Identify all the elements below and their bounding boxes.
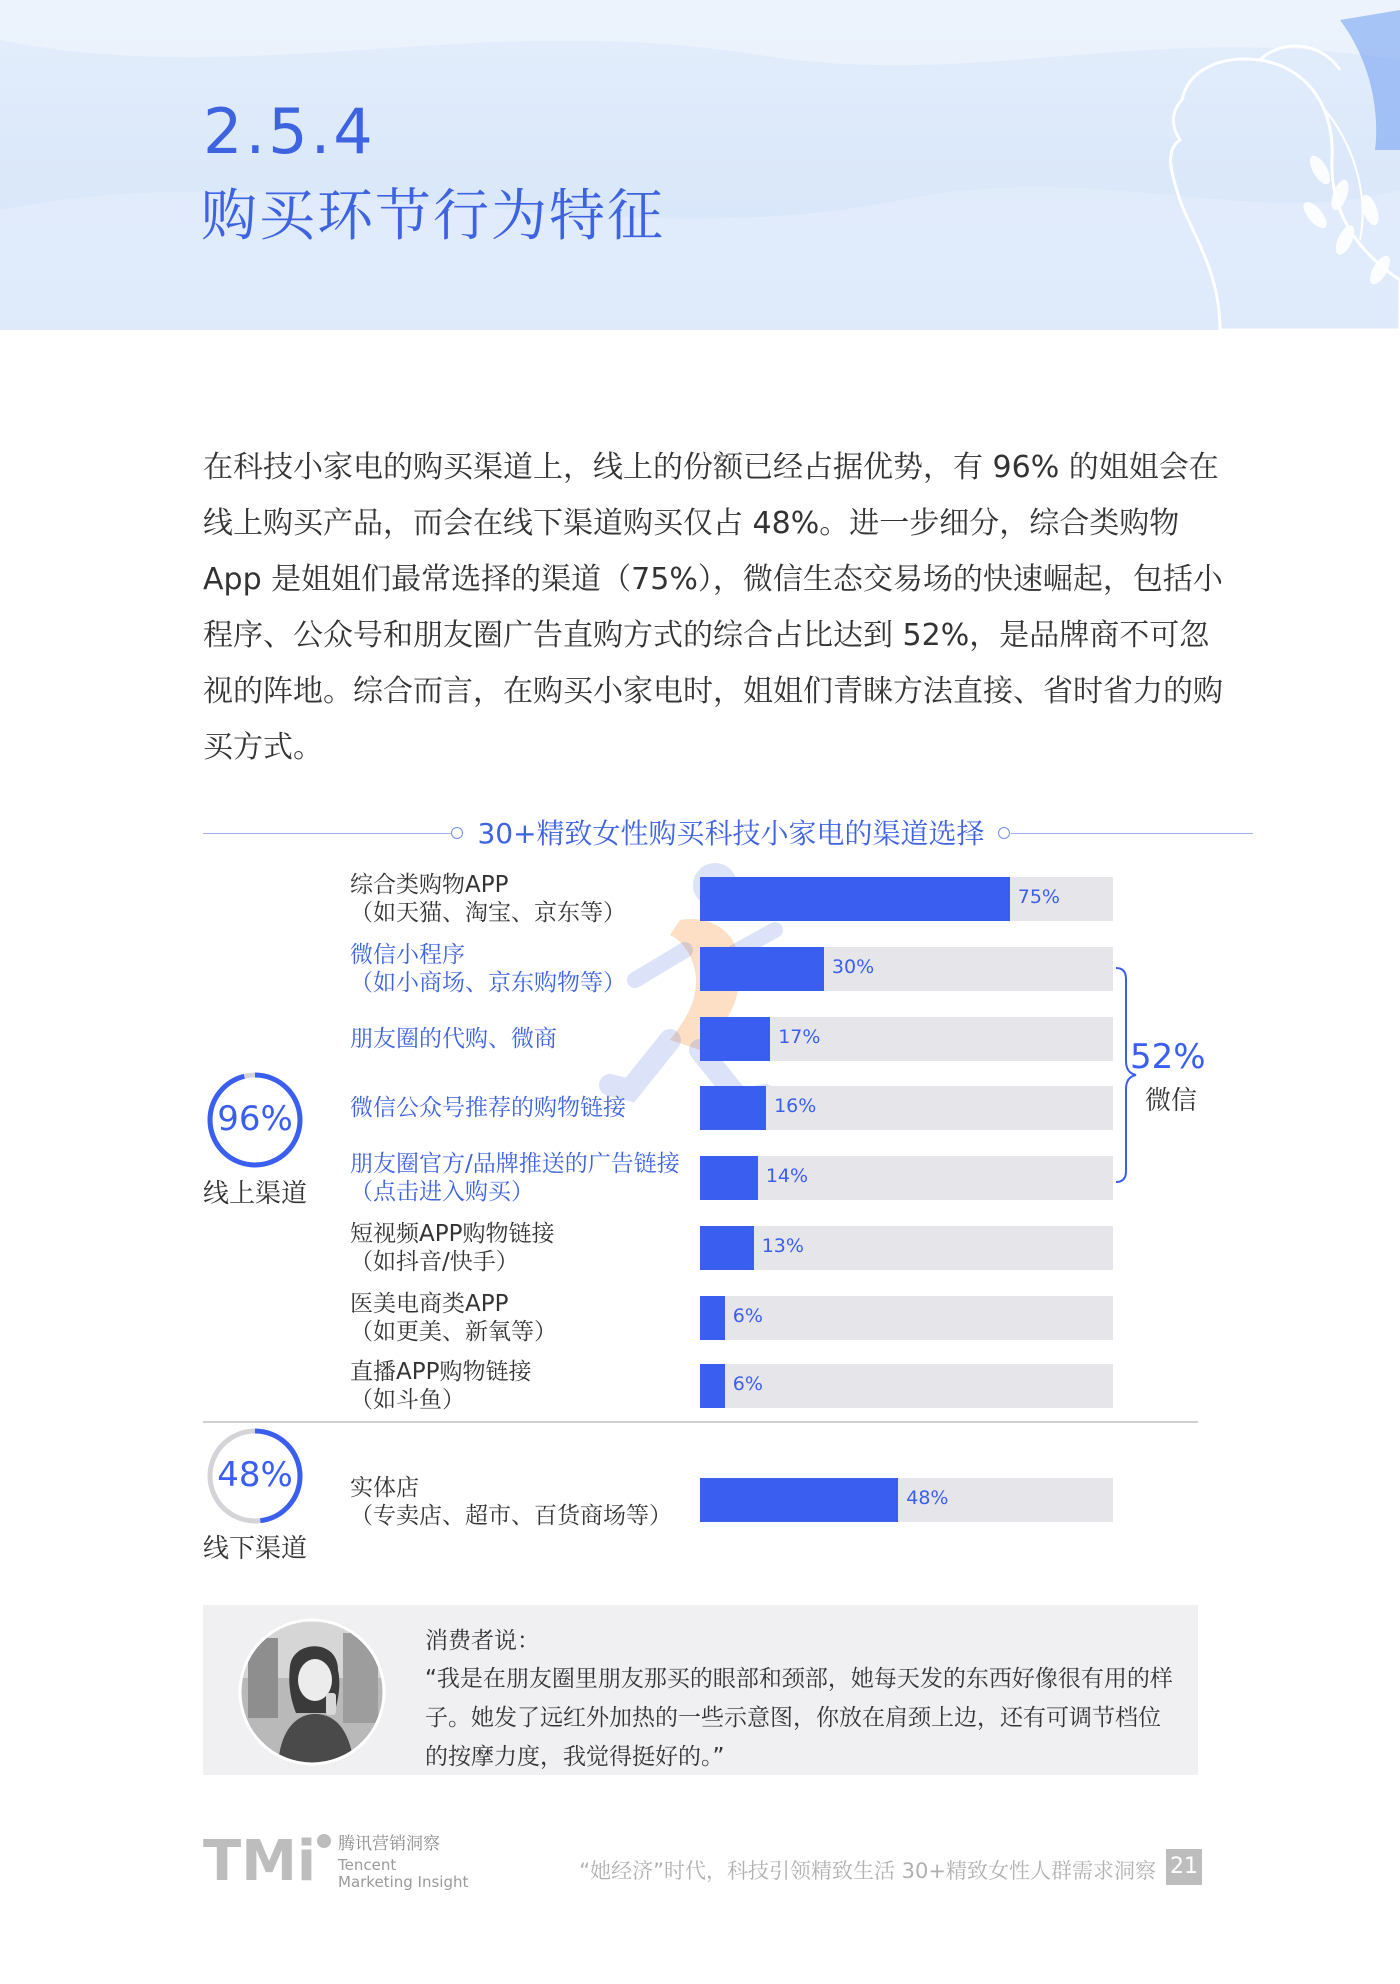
row-label bbox=[350, 1358, 531, 1414]
header-banner bbox=[0, 0, 1400, 330]
bar-fill bbox=[700, 1086, 766, 1130]
bar-track bbox=[700, 1478, 1113, 1522]
footer-brand-en-1: Tencent bbox=[338, 1856, 397, 1874]
footer-brand-en-2: Marketing Insight bbox=[338, 1873, 469, 1891]
row-label bbox=[350, 1220, 554, 1276]
tmi-logo-text: TMi bbox=[203, 1829, 317, 1888]
bar-fill bbox=[700, 947, 824, 991]
bar-track bbox=[700, 1086, 1113, 1130]
avatar bbox=[238, 1618, 386, 1766]
bar-fill bbox=[700, 877, 1010, 921]
bar-value-label: 6% bbox=[732, 1305, 763, 1327]
intro-paragraph: 在科技小家电的购买渠道上，线上的份额已经占据优势，有 96% 的姐姐会在线上购买产品，而会在线下渠道购买仅占 48%。进一步细分，综合类购物 App 是姐姐们最常选择的渠道（75%），微信生态交易场的快速崛起，包括小程序、公众号和朋友圈广告直购方式的综合占比达到 52%，是品牌商不可忽视的阵地。综合而言，在购买小家电时，姐姐们青睐方法直接、省时省力的购买方式。 bbox=[203, 450, 1223, 765]
offline-ring bbox=[205, 1426, 305, 1526]
wechat-percentage: 52% bbox=[1130, 1037, 1206, 1077]
section-number: 2.5.4 bbox=[203, 95, 376, 168]
wechat-label: 微信 bbox=[1145, 1086, 1198, 1116]
bar-value-label: 14% bbox=[765, 1165, 809, 1187]
row-label bbox=[350, 871, 626, 927]
bar-value-label: 16% bbox=[774, 1095, 817, 1117]
row-label-line1: 朋友圈官方/品牌推送的广告链接 bbox=[350, 1151, 680, 1177]
bar-fill bbox=[700, 1017, 770, 1061]
online-ring bbox=[205, 1070, 305, 1170]
row-label bbox=[350, 1150, 680, 1206]
section-title: 购买环节行为特征 bbox=[201, 184, 665, 249]
row-label-line1: 短视频APP购物链接 bbox=[350, 1221, 555, 1247]
chart-title-rule-right bbox=[1011, 833, 1253, 834]
row-label bbox=[350, 1094, 626, 1122]
offline-ring-percentage: 48% bbox=[217, 1455, 293, 1495]
bar-fill bbox=[700, 1478, 898, 1522]
online-ring-label: 线上渠道 bbox=[202, 1179, 307, 1209]
bar-value-label: 6% bbox=[732, 1373, 763, 1395]
chart-title-dot-left bbox=[451, 827, 463, 839]
row-label-line1: 朋友圈的代购、微商 bbox=[350, 1026, 557, 1052]
row-label-line2: （如更美、新氧等） bbox=[350, 1319, 557, 1345]
row-label-line2: （如抖音/快手） bbox=[350, 1249, 519, 1275]
bar-fill bbox=[700, 1296, 725, 1340]
row-label-line1: 微信公众号推荐的购物链接 bbox=[350, 1095, 626, 1121]
bar-track bbox=[700, 1364, 1113, 1408]
row-label bbox=[350, 1025, 557, 1053]
footer-brand bbox=[338, 1836, 468, 1890]
tmi-logo-icon bbox=[203, 1828, 333, 1888]
bar-value-label: 13% bbox=[761, 1235, 804, 1257]
bar-fill bbox=[700, 1226, 754, 1270]
chart-title-rule-left bbox=[203, 833, 451, 834]
online-ring-percentage: 96% bbox=[217, 1099, 293, 1139]
chart-title-dot-right bbox=[998, 827, 1010, 839]
row-label-line2: （点击进入购买） bbox=[350, 1179, 534, 1205]
chart-title-row bbox=[203, 812, 1253, 852]
page-number: 21 bbox=[1166, 1849, 1202, 1885]
row-label-line2: （如斗鱼） bbox=[350, 1387, 465, 1413]
chart-title: 30+精致女性购买科技小家电的渠道选择 bbox=[477, 817, 985, 850]
row-label-line1: 医美电商类APP bbox=[350, 1291, 509, 1317]
bar-value-label: 30% bbox=[831, 956, 875, 978]
bar-track bbox=[700, 1296, 1113, 1340]
footer-brand-cn: 腾讯营销洞察 bbox=[338, 1834, 440, 1854]
row-label-line1: 微信小程序 bbox=[350, 942, 465, 968]
row-label bbox=[350, 941, 626, 997]
row-label-line1: 直播APP购物链接 bbox=[350, 1359, 532, 1385]
row-label-line1: 综合类购物APP bbox=[350, 872, 509, 898]
bar-value-label: 48% bbox=[906, 1487, 949, 1509]
row-label-line1: 实体店 bbox=[350, 1475, 419, 1501]
bar-track bbox=[700, 1156, 1113, 1200]
avatar-photo bbox=[238, 1618, 386, 1766]
bar-track bbox=[700, 1226, 1113, 1270]
row-label-line2: （如小商场、京东购物等） bbox=[350, 970, 626, 996]
row-label bbox=[350, 1290, 557, 1346]
quote-heading: 消费者说： bbox=[425, 1628, 540, 1654]
woman-profile-illustration bbox=[1070, 0, 1400, 330]
row-label bbox=[350, 1474, 672, 1530]
row-label-line2: （专卖店、超市、百货商场等） bbox=[350, 1503, 672, 1529]
bar-track bbox=[700, 947, 1113, 991]
bar-value-label: 75% bbox=[1017, 886, 1060, 908]
offline-ring-label: 线下渠道 bbox=[202, 1534, 307, 1564]
bar-track bbox=[700, 877, 1113, 921]
bar-fill bbox=[700, 1364, 725, 1408]
footer-report-title: “她经济”时代，科技引领精致生活 30+精致女性人群需求洞察 bbox=[579, 1859, 1156, 1883]
quote-body: “我是在朋友圈里朋友那买的眼部和颈部，她每天发的东西好像很有用的样子。她发了远红外加热的一些示意图，你放在肩颈上边，还有可调节档位的按摩力度，我觉得挺好的。” bbox=[425, 1666, 1173, 1770]
bar-track bbox=[700, 1017, 1113, 1061]
bar-value-label: 17% bbox=[778, 1026, 821, 1048]
online-offline-divider bbox=[203, 1421, 1198, 1423]
bar-fill bbox=[700, 1156, 758, 1200]
row-label-line2: （如天猫、淘宝、京东等） bbox=[350, 900, 626, 926]
